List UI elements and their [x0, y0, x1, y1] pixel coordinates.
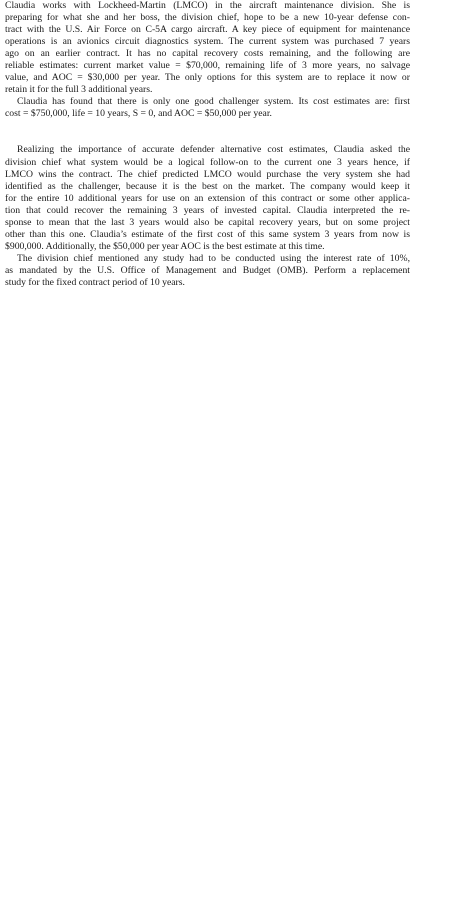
document-page	[5, 0, 410, 289]
text-line: reliable estimates: current market value = $70,000, remaining life of 3 more years, no salvage	[5, 60, 410, 72]
text-line: value, and AOC = $30,000 per year. The only options for this system are to replace it now or	[5, 72, 410, 84]
paragraph-challenger	[5, 96, 410, 120]
text-line: ago on an earlier contract. It has no capital recovery costs remaining, and the following are	[5, 48, 410, 60]
paragraph-study-instructions	[5, 253, 410, 289]
text-line: study for the fixed contract period of 10 years.	[5, 276, 185, 288]
text-line: cost = $750,000, life = 10 years, S = 0, and AOC = $50,000 per year.	[5, 108, 272, 120]
text-line: as mandated by the U.S. Office of Management and Budget (OMB). Perform a replacement	[5, 264, 410, 276]
text-line: for the entire 10 additional years for use on an extension of this contract or some other applica-	[5, 192, 410, 204]
text-line: $900,000. Additionally, the $50,000 per year AOC is the best estimate at this time.	[5, 240, 325, 252]
text-line: identified as the challenger, because it is the best on the market. The company would keep it	[5, 180, 410, 192]
paragraph-defender-estimates	[5, 144, 410, 252]
paragraph-background	[5, 0, 410, 96]
text-line: division chief what system would be a logical follow-on to the current one 3 years hence, if	[5, 156, 410, 168]
text-line: LMCO wins the contract. The chief predicted LMCO would purchase the very system she had	[5, 168, 410, 180]
text-line: preparing for what she and her boss, the division chief, hope to be a new 10-year defense con-	[5, 12, 410, 24]
text-line: tion that could recover the remaining 3 years of invested capital. Claudia interpreted the re-	[5, 204, 410, 216]
text-line: tract with the U.S. Air Force on C-5A cargo aircraft. A key piece of equipment for maintenance	[5, 24, 410, 36]
text-line: Claudia works with Lockheed-Martin (LMCO) in the aircraft maintenance division. She is	[5, 0, 410, 11]
text-line: other than this one. Claudia’s estimate of the first cost of this same system 3 years from now is	[5, 228, 410, 240]
text-line: The division chief mentioned any study had to be conducted using the interest rate of 10%,	[17, 252, 410, 264]
text-line: Claudia has found that there is only one good challenger system. Its cost estimates are: first	[17, 96, 410, 108]
section-gap	[5, 120, 410, 144]
text-line: sponse to mean that the last 3 years would also be capital recovery years, but on some project	[5, 216, 410, 228]
text-line: retain it for the full 3 additional years.	[5, 84, 153, 96]
text-line: Realizing the importance of accurate defender alternative cost estimates, Claudia asked the	[17, 144, 410, 156]
text-line: operations is an avionics circuit diagnostics system. The current system was purchased 7 years	[5, 36, 410, 48]
